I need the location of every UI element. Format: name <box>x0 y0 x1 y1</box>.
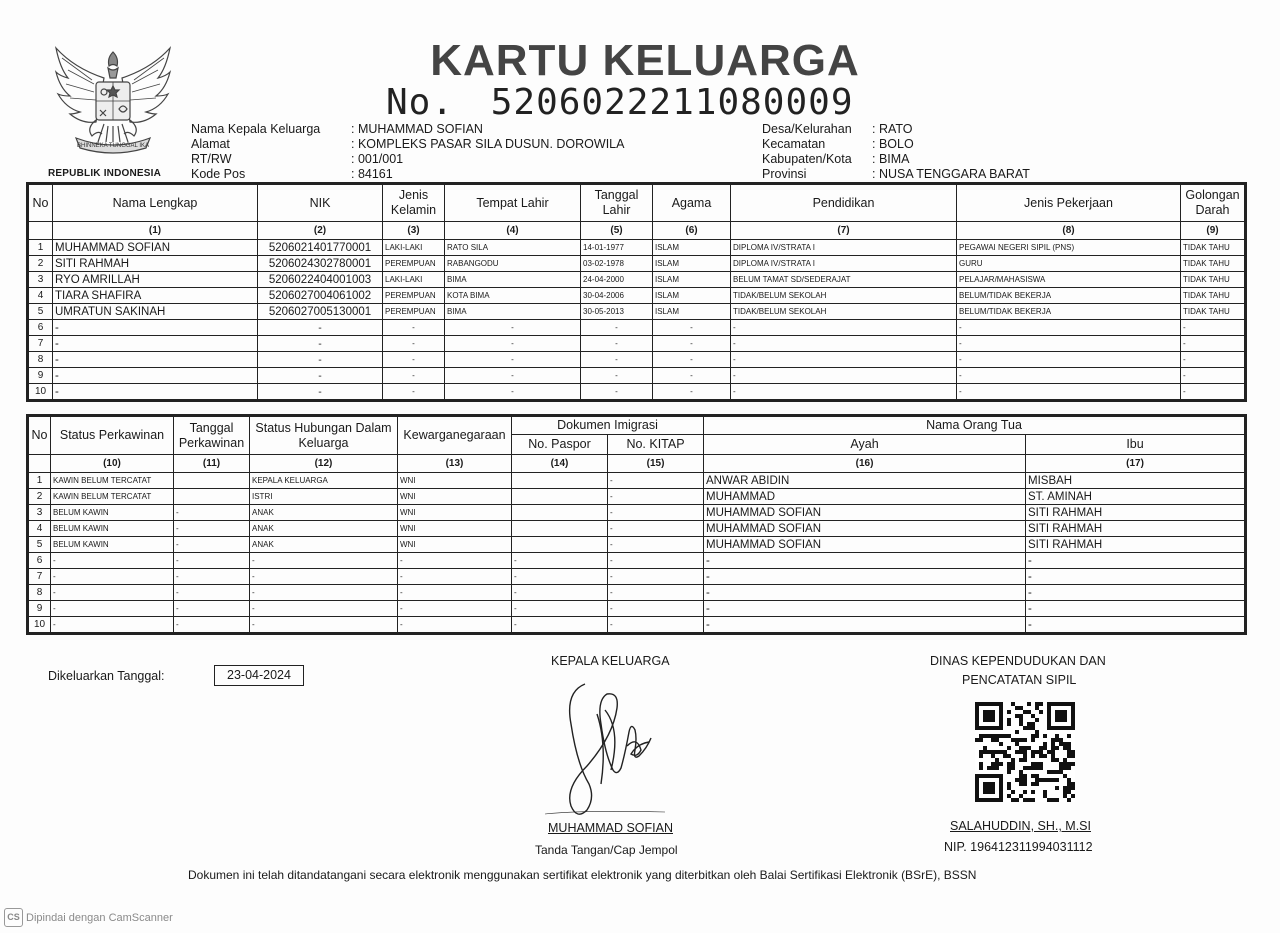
header-status-hubungan: Status Hubungan Dalam Keluarga <box>250 417 398 455</box>
cell-row-no: 5 <box>29 304 53 320</box>
header-dokumen-imigrasi: Dokumen Imigrasi <box>512 417 704 435</box>
cell-jenis-pekerjaan: BELUM/TIDAK BEKERJA <box>957 288 1181 304</box>
official-nip: NIP. 196412311994031112 <box>944 840 1093 854</box>
cell-ibu: - <box>1026 569 1245 585</box>
header-tanggal-lahir: Tanggal Lahir <box>581 185 653 222</box>
cell-ayah: MUHAMMAD <box>704 489 1026 505</box>
cell-nik: 5206027004061002 <box>258 288 383 304</box>
table-row <box>29 368 1245 384</box>
cell-status-hubungan: ISTRI <box>250 489 398 505</box>
cell-tanggal-perkawinan: - <box>174 585 250 601</box>
cell-status-hubungan: - <box>250 569 398 585</box>
cell-no-paspor <box>512 489 608 505</box>
cell-nama-lengkap: RYO AMRILLAH <box>53 272 258 288</box>
kepala-keluarga-name: MUHAMMAD SOFIAN <box>548 821 673 835</box>
info-left-values <box>351 122 731 182</box>
cell-no-kitap: - <box>608 489 704 505</box>
cell-nik: 5206024302780001 <box>258 256 383 272</box>
cell-status-perkawinan: BELUM KAWIN <box>51 537 174 553</box>
cell-jenis-kelamin: PEREMPUAN <box>383 256 445 272</box>
number-prefix: No. <box>386 82 455 123</box>
header-no-kitap: No. KITAP <box>608 435 704 455</box>
cell-ayah: - <box>704 569 1026 585</box>
info-label: Alamat <box>191 137 230 151</box>
kepala-keluarga-title: KEPALA KELUARGA <box>551 654 670 668</box>
header-tanggal-perkawinan: Tanggal Perkawinan <box>174 417 250 455</box>
footer-note: Dokumen ini telah ditandatangani secara elektronik menggunakan sertifikat elektronik yang diterbitkan oleh Balai Sertifikasi Elektronik (BSrE), BSSN <box>188 868 977 882</box>
cell-tempat-lahir: - <box>445 320 581 336</box>
cell-tempat-lahir: BIMA <box>445 304 581 320</box>
cell-jenis-pekerjaan: - <box>957 336 1181 352</box>
cell-golongan-darah: - <box>1181 368 1245 384</box>
cell-nama-lengkap: - <box>53 352 258 368</box>
cell-status-perkawinan: - <box>51 617 174 633</box>
cell-nama-lengkap: - <box>53 368 258 384</box>
cell-no-paspor <box>512 521 608 537</box>
cell-ayah: - <box>704 601 1026 617</box>
document-title: KARTU KELUARGA <box>430 36 860 85</box>
number-value: 5206022211080009 <box>490 82 854 123</box>
column-number: (4) <box>445 222 581 240</box>
cell-jenis-kelamin: PEREMPUAN <box>383 304 445 320</box>
table-row <box>29 537 1245 553</box>
cell-pendidikan: - <box>731 320 957 336</box>
cell-tempat-lahir: - <box>445 384 581 400</box>
table-row <box>29 304 1245 320</box>
column-number <box>29 455 51 473</box>
info-label: Provinsi <box>762 167 807 181</box>
header-kewarganegaraan: Kewarganegaraan <box>398 417 512 455</box>
cell-no-kitap: - <box>608 505 704 521</box>
cell-nik: - <box>258 352 383 368</box>
cell-row-no: 8 <box>29 352 53 368</box>
cell-ayah: MUHAMMAD SOFIAN <box>704 521 1026 537</box>
cell-no-kitap: - <box>608 569 704 585</box>
cell-row-no: 1 <box>29 240 53 256</box>
cell-pendidikan: - <box>731 336 957 352</box>
cell-pendidikan: DIPLOMA IV/STRATA I <box>731 256 957 272</box>
cell-nik: - <box>258 320 383 336</box>
cell-golongan-darah: - <box>1181 352 1245 368</box>
cell-agama: - <box>653 320 731 336</box>
cell-ibu: - <box>1026 553 1245 569</box>
camscanner-icon: CS <box>4 908 23 927</box>
cell-tanggal-perkawinan: - <box>174 569 250 585</box>
info-label: Kabupaten/Kota <box>762 152 852 166</box>
cell-status-hubungan: ANAK <box>250 505 398 521</box>
cell-jenis-pekerjaan: BELUM/TIDAK BEKERJA <box>957 304 1181 320</box>
cell-ayah: - <box>704 585 1026 601</box>
cell-no-paspor: - <box>512 585 608 601</box>
cell-agama: ISLAM <box>653 256 731 272</box>
signature-caption: Tanda Tangan/Cap Jempol <box>535 843 678 857</box>
dinas-title-line1: DINAS KEPENDUDUKAN DAN <box>930 654 1106 668</box>
cell-tanggal-perkawinan: - <box>174 537 250 553</box>
dinas-title-line2: PENCATATAN SIPIL <box>962 673 1077 687</box>
cell-kewarganegaraan: - <box>398 553 512 569</box>
cell-tanggal-lahir: 14-01-1977 <box>581 240 653 256</box>
cell-jenis-pekerjaan: - <box>957 320 1181 336</box>
column-number: (17) <box>1026 455 1245 473</box>
table-row <box>29 521 1245 537</box>
cell-row-no: 1 <box>29 473 51 489</box>
info-value-alamat: : KOMPLEKS PASAR SILA DUSUN. DOROWILA <box>351 137 625 151</box>
family-members-table <box>28 184 1245 400</box>
cell-no-kitap: - <box>608 601 704 617</box>
table-row <box>29 384 1245 400</box>
cell-nama-lengkap: - <box>53 320 258 336</box>
cell-status-perkawinan: - <box>51 553 174 569</box>
cell-row-no: 6 <box>29 320 53 336</box>
cell-agama: - <box>653 352 731 368</box>
table-row <box>29 553 1245 569</box>
cell-status-perkawinan: - <box>51 601 174 617</box>
cell-tanggal-lahir: - <box>581 352 653 368</box>
cell-tanggal-lahir: 24-04-2000 <box>581 272 653 288</box>
cell-tempat-lahir: - <box>445 352 581 368</box>
header-tempat-lahir: Tempat Lahir <box>445 185 581 222</box>
cell-no-kitap: - <box>608 473 704 489</box>
cell-row-no: 2 <box>29 489 51 505</box>
info-left-labels <box>191 122 351 182</box>
table-row <box>29 569 1245 585</box>
header-ayah: Ayah <box>704 435 1026 455</box>
info-right-values <box>872 122 1132 182</box>
column-number: (7) <box>731 222 957 240</box>
cell-no-kitap: - <box>608 585 704 601</box>
cell-status-perkawinan: BELUM KAWIN <box>51 505 174 521</box>
cell-status-perkawinan: KAWIN BELUM TERCATAT <box>51 489 174 505</box>
cell-pendidikan: TIDAK/BELUM SEKOLAH <box>731 304 957 320</box>
signature-image <box>545 674 670 824</box>
header-nik: NIK <box>258 185 383 222</box>
cell-golongan-darah: TIDAK TAHU <box>1181 272 1245 288</box>
cell-no-paspor: - <box>512 569 608 585</box>
cell-jenis-kelamin: - <box>383 352 445 368</box>
column-number: (15) <box>608 455 704 473</box>
column-number: (2) <box>258 222 383 240</box>
cell-no-paspor: - <box>512 601 608 617</box>
cell-jenis-kelamin: PEREMPUAN <box>383 288 445 304</box>
cell-tempat-lahir: RATO SILA <box>445 240 581 256</box>
document-number <box>386 82 854 123</box>
cell-row-no: 3 <box>29 272 53 288</box>
cell-golongan-darah: - <box>1181 336 1245 352</box>
cell-no-paspor <box>512 537 608 553</box>
cell-tanggal-lahir: 30-05-2013 <box>581 304 653 320</box>
cell-no-paspor: - <box>512 553 608 569</box>
cell-golongan-darah: - <box>1181 384 1245 400</box>
info-value-desa: : RATO <box>872 122 913 136</box>
header-no: No <box>29 185 53 222</box>
cell-agama: - <box>653 336 731 352</box>
cell-agama: - <box>653 384 731 400</box>
family-status-table <box>28 416 1245 633</box>
cell-nama-lengkap: - <box>53 384 258 400</box>
info-label: Kecamatan <box>762 137 826 151</box>
issued-date-value: 23-04-2024 <box>214 665 304 686</box>
cell-ibu: MISBAH <box>1026 473 1245 489</box>
cell-tanggal-lahir: - <box>581 368 653 384</box>
issued-date-label: Dikeluarkan Tanggal: <box>48 669 165 683</box>
cell-tanggal-perkawinan: - <box>174 553 250 569</box>
header-pendidikan: Pendidikan <box>731 185 957 222</box>
info-value-kabupaten: : BIMA <box>872 152 910 166</box>
cell-pendidikan: - <box>731 368 957 384</box>
cell-row-no: 4 <box>29 521 51 537</box>
cell-row-no: 7 <box>29 336 53 352</box>
camscanner-text: Dipindai dengan CamScanner <box>26 911 173 924</box>
cell-jenis-kelamin: - <box>383 384 445 400</box>
cell-tempat-lahir: RABANGODU <box>445 256 581 272</box>
cell-tempat-lahir: - <box>445 336 581 352</box>
cell-agama: ISLAM <box>653 304 731 320</box>
camscanner-watermark <box>4 908 173 927</box>
cell-nama-lengkap: MUHAMMAD SOFIAN <box>53 240 258 256</box>
table-row <box>29 240 1245 256</box>
table-row <box>29 601 1245 617</box>
cell-jenis-pekerjaan: PEGAWAI NEGERI SIPIL (PNS) <box>957 240 1181 256</box>
cell-kewarganegaraan: WNI <box>398 537 512 553</box>
cell-status-hubungan: ANAK <box>250 521 398 537</box>
info-value-kecamatan: : BOLO <box>872 137 914 151</box>
cell-tanggal-perkawinan <box>174 489 250 505</box>
cell-jenis-pekerjaan: - <box>957 384 1181 400</box>
cell-nik: 5206021401770001 <box>258 240 383 256</box>
cell-ayah: MUHAMMAD SOFIAN <box>704 537 1026 553</box>
info-label: Nama Kepala Keluarga <box>191 122 321 136</box>
cell-jenis-kelamin: LAKI-LAKI <box>383 272 445 288</box>
cell-jenis-kelamin: - <box>383 336 445 352</box>
header-agama: Agama <box>653 185 731 222</box>
cell-tanggal-lahir: - <box>581 320 653 336</box>
cell-ibu: - <box>1026 601 1245 617</box>
column-number <box>29 222 53 240</box>
header-pekerjaan: Jenis Pekerjaan <box>957 185 1181 222</box>
cell-tanggal-lahir: - <box>581 336 653 352</box>
cell-no-paspor <box>512 473 608 489</box>
header-no: No <box>29 417 51 455</box>
cell-status-hubungan: - <box>250 585 398 601</box>
cell-ibu: - <box>1026 585 1245 601</box>
cell-agama: ISLAM <box>653 272 731 288</box>
info-right-labels <box>762 122 872 182</box>
cell-status-hubungan: - <box>250 601 398 617</box>
column-number: (11) <box>174 455 250 473</box>
column-number: (16) <box>704 455 1026 473</box>
column-number: (6) <box>653 222 731 240</box>
cell-agama: - <box>653 368 731 384</box>
cell-nama-lengkap: TIARA SHAFIRA <box>53 288 258 304</box>
cell-jenis-pekerjaan: GURU <box>957 256 1181 272</box>
cell-jenis-pekerjaan: - <box>957 352 1181 368</box>
cell-nik: - <box>258 336 383 352</box>
cell-nik: - <box>258 368 383 384</box>
cell-kewarganegaraan: WNI <box>398 489 512 505</box>
info-value-provinsi: : NUSA TENGGARA BARAT <box>872 167 1030 181</box>
cell-golongan-darah: TIDAK TAHU <box>1181 304 1245 320</box>
cell-ibu: SITI RAHMAH <box>1026 537 1245 553</box>
cell-no-kitap: - <box>608 553 704 569</box>
cell-no-kitap: - <box>608 617 704 633</box>
cell-ibu: SITI RAHMAH <box>1026 521 1245 537</box>
cell-tempat-lahir: KOTA BIMA <box>445 288 581 304</box>
cell-tanggal-perkawinan: - <box>174 601 250 617</box>
header-nama: Nama Lengkap <box>53 185 258 222</box>
table2-header-row-1 <box>29 417 1245 435</box>
cell-golongan-darah: TIDAK TAHU <box>1181 240 1245 256</box>
cell-kewarganegaraan: - <box>398 569 512 585</box>
column-number: (3) <box>383 222 445 240</box>
column-number: (12) <box>250 455 398 473</box>
column-number: (5) <box>581 222 653 240</box>
header-no-paspor: No. Paspor <box>512 435 608 455</box>
table-row <box>29 288 1245 304</box>
header-nama-orang-tua: Nama Orang Tua <box>704 417 1245 435</box>
cell-nik: - <box>258 384 383 400</box>
cell-tanggal-lahir: 03-02-1978 <box>581 256 653 272</box>
cell-jenis-pekerjaan: PELAJAR/MAHASISWA <box>957 272 1181 288</box>
cell-status-hubungan: ANAK <box>250 537 398 553</box>
cell-tanggal-perkawinan: - <box>174 505 250 521</box>
header-status-perkawinan: Status Perkawinan <box>51 417 174 455</box>
table-row <box>29 352 1245 368</box>
cell-kewarganegaraan: WNI <box>398 505 512 521</box>
info-label: Desa/Kelurahan <box>762 122 852 136</box>
cell-jenis-pekerjaan: - <box>957 368 1181 384</box>
info-label: Kode Pos <box>191 167 246 181</box>
table-row <box>29 320 1245 336</box>
column-number: (14) <box>512 455 608 473</box>
cell-ayah: MUHAMMAD SOFIAN <box>704 505 1026 521</box>
republik-label: REPUBLIK INDONESIA <box>48 168 162 179</box>
cell-row-no: 9 <box>29 368 53 384</box>
cell-pendidikan: DIPLOMA IV/STRATA I <box>731 240 957 256</box>
table-row <box>29 617 1245 633</box>
info-label: RT/RW <box>191 152 232 166</box>
cell-row-no: 8 <box>29 585 51 601</box>
cell-golongan-darah: TIDAK TAHU <box>1181 256 1245 272</box>
cell-row-no: 7 <box>29 569 51 585</box>
cell-agama: ISLAM <box>653 240 731 256</box>
cell-ayah: - <box>704 553 1026 569</box>
cell-golongan-darah: - <box>1181 320 1245 336</box>
cell-tanggal-perkawinan: - <box>174 521 250 537</box>
cell-kewarganegaraan: WNI <box>398 521 512 537</box>
column-number: (8) <box>957 222 1181 240</box>
cell-jenis-kelamin: - <box>383 368 445 384</box>
cell-ibu: SITI RAHMAH <box>1026 505 1245 521</box>
table-row <box>29 489 1245 505</box>
column-number: (13) <box>398 455 512 473</box>
cell-status-perkawinan: BELUM KAWIN <box>51 521 174 537</box>
table-row <box>29 336 1245 352</box>
cell-ibu: ST. AMINAH <box>1026 489 1245 505</box>
table-row <box>29 272 1245 288</box>
cell-nik: 5206022404001003 <box>258 272 383 288</box>
cell-ayah: ANWAR ABIDIN <box>704 473 1026 489</box>
table-row <box>29 505 1245 521</box>
table1-header-row <box>29 185 1245 222</box>
cell-status-perkawinan: KAWIN BELUM TERCATAT <box>51 473 174 489</box>
cell-kewarganegaraan: - <box>398 617 512 633</box>
cell-row-no: 5 <box>29 537 51 553</box>
info-value-kepala: : MUHAMMAD SOFIAN <box>351 122 483 136</box>
table-row <box>29 256 1245 272</box>
cell-row-no: 10 <box>29 617 51 633</box>
column-number: (1) <box>53 222 258 240</box>
cell-agama: ISLAM <box>653 288 731 304</box>
cell-row-no: 10 <box>29 384 53 400</box>
header-golongan-darah: Golongan Darah <box>1181 185 1245 222</box>
cell-kewarganegaraan: - <box>398 585 512 601</box>
cell-ibu: - <box>1026 617 1245 633</box>
cell-status-perkawinan: - <box>51 569 174 585</box>
cell-tempat-lahir: BIMA <box>445 272 581 288</box>
cell-row-no: 6 <box>29 553 51 569</box>
cell-tempat-lahir: - <box>445 368 581 384</box>
cell-row-no: 4 <box>29 288 53 304</box>
cell-status-hubungan: - <box>250 617 398 633</box>
cell-kewarganegaraan: WNI <box>398 473 512 489</box>
cell-golongan-darah: TIDAK TAHU <box>1181 288 1245 304</box>
table1-number-row <box>29 222 1245 240</box>
cell-tanggal-perkawinan <box>174 473 250 489</box>
cell-nama-lengkap: - <box>53 336 258 352</box>
qr-code-icon <box>975 702 1075 802</box>
cell-pendidikan: - <box>731 384 957 400</box>
cell-pendidikan: BELUM TAMAT SD/SEDERAJAT <box>731 272 957 288</box>
official-name: SALAHUDDIN, SH., M.SI <box>950 819 1091 833</box>
table2-number-row <box>29 455 1245 473</box>
cell-pendidikan: TIDAK/BELUM SEKOLAH <box>731 288 957 304</box>
cell-tanggal-lahir: 30-04-2006 <box>581 288 653 304</box>
cell-row-no: 2 <box>29 256 53 272</box>
cell-pendidikan: - <box>731 352 957 368</box>
column-number: (9) <box>1181 222 1245 240</box>
cell-nama-lengkap: SITI RAHMAH <box>53 256 258 272</box>
cell-no-paspor: - <box>512 617 608 633</box>
cell-row-no: 3 <box>29 505 51 521</box>
info-value-kodepos: : 84161 <box>351 167 393 181</box>
cell-jenis-kelamin: LAKI-LAKI <box>383 240 445 256</box>
cell-kewarganegaraan: - <box>398 601 512 617</box>
cell-row-no: 9 <box>29 601 51 617</box>
header-ibu: Ibu <box>1026 435 1245 455</box>
cell-nama-lengkap: UMRATUN SAKINAH <box>53 304 258 320</box>
svg-text:BHINNEKA TUNGGAL IKA: BHINNEKA TUNGGAL IKA <box>76 143 150 149</box>
table-row <box>29 585 1245 601</box>
cell-ayah: - <box>704 617 1026 633</box>
cell-status-perkawinan: - <box>51 585 174 601</box>
info-value-rtrw: : 001/001 <box>351 152 404 166</box>
column-number: (10) <box>51 455 174 473</box>
cell-no-kitap: - <box>608 537 704 553</box>
cell-nik: 5206027005130001 <box>258 304 383 320</box>
cell-no-kitap: - <box>608 521 704 537</box>
cell-status-hubungan: - <box>250 553 398 569</box>
cell-jenis-kelamin: - <box>383 320 445 336</box>
cell-no-paspor <box>512 505 608 521</box>
table-row <box>29 473 1245 489</box>
header-jenis-kelamin: Jenis Kelamin <box>383 185 445 222</box>
cell-tanggal-perkawinan: - <box>174 617 250 633</box>
cell-tanggal-lahir: - <box>581 384 653 400</box>
cell-status-hubungan: KEPALA KELUARGA <box>250 473 398 489</box>
